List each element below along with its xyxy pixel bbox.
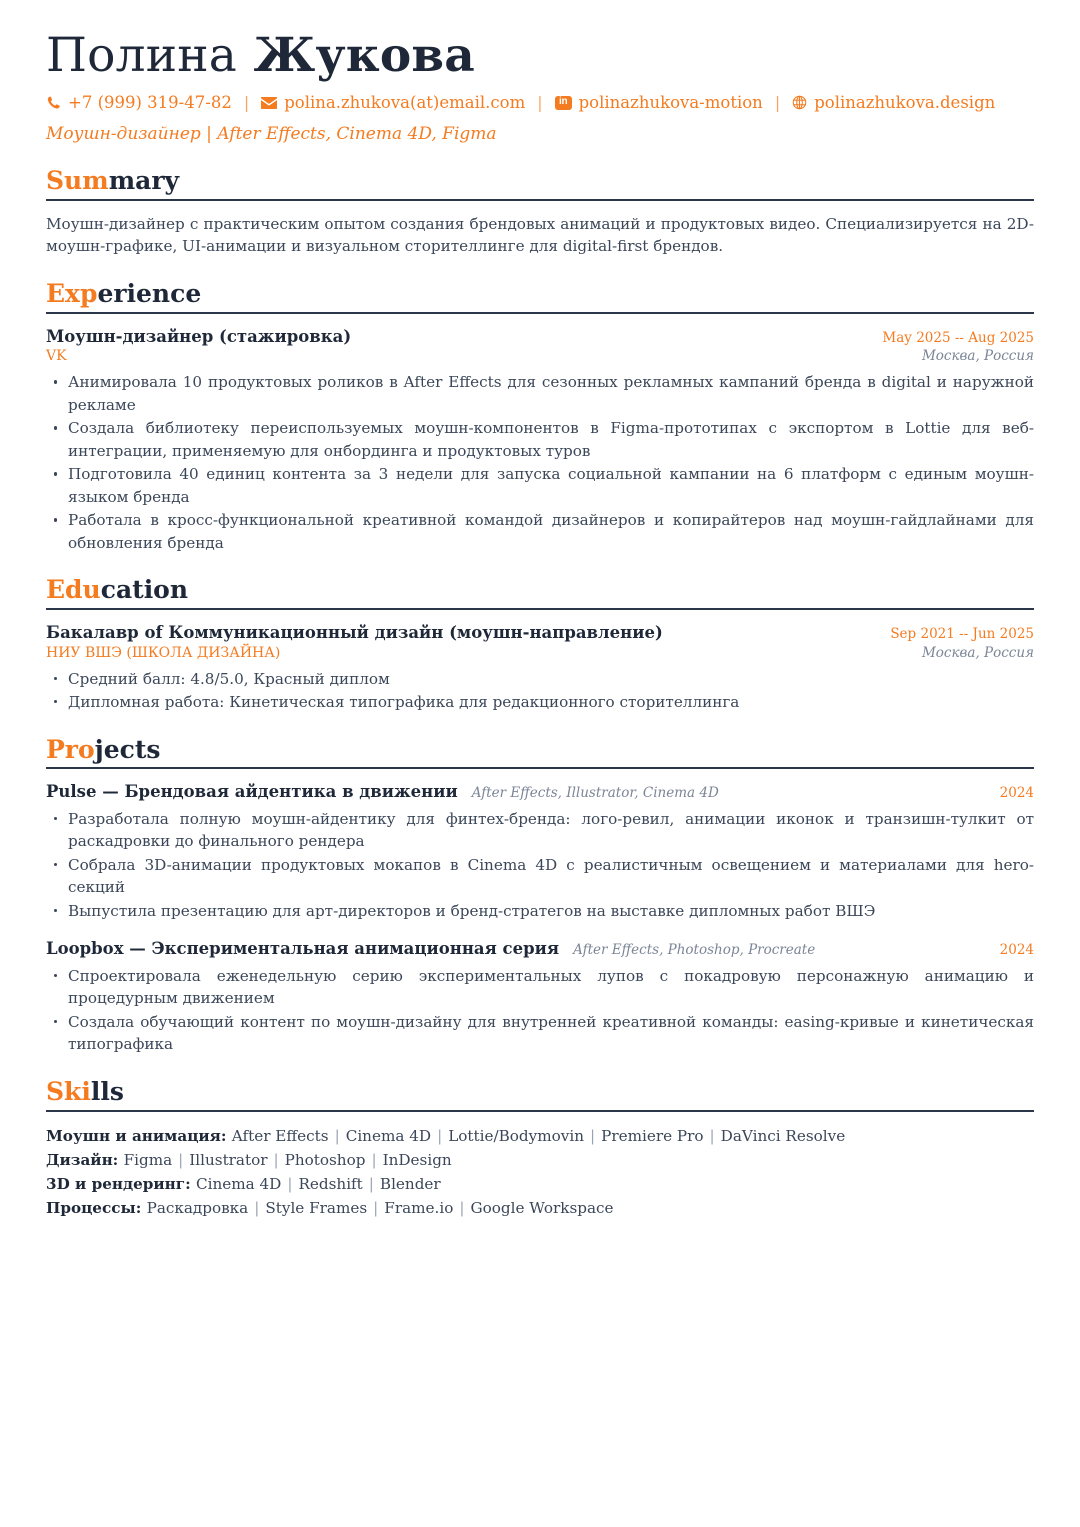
- section-summary: [46, 167, 1034, 258]
- phone-icon: [46, 95, 61, 110]
- project-entry: [46, 938, 1034, 1056]
- first-name: Полина: [46, 28, 238, 83]
- skill-item: After Effects: [231, 1126, 329, 1145]
- contact-website[interactable]: [792, 93, 995, 113]
- education-entry-subheader: [46, 644, 1034, 663]
- list-item: Подготовила 40 единиц контента за 3 недели для запуска социальной кампании на 6 платформ с единым моушн-языком бренда: [46, 463, 1034, 508]
- email-icon: [261, 97, 277, 109]
- project-year: 2024: [999, 942, 1034, 959]
- list-item: Создала библиотеку переиспользуемых моушн-компонентов в Figma-прототипах с экспортом в Lottie для веб-интеграции, применяемую для онбординга и продуктовых туров: [46, 417, 1034, 462]
- resume-header: [46, 30, 1034, 145]
- project-header: [46, 938, 1034, 960]
- heading-rest: erience: [97, 279, 202, 309]
- heading-rest: lls: [90, 1076, 124, 1106]
- section-divider: [46, 199, 1034, 201]
- last-name: Жукова: [253, 28, 475, 83]
- skill-item: Premiere Pro: [601, 1126, 704, 1145]
- skills-list: [46, 1124, 1034, 1220]
- list-item: Собрала 3D-анимации продуктовых мокапов в Cinema 4D с реалистичным освещением и материалами для hero-секций: [46, 854, 1034, 899]
- job-bullets: [46, 371, 1034, 554]
- skill-row: [46, 1172, 1034, 1196]
- experience-entry-header: [46, 326, 1034, 348]
- skill-separator: |: [709, 1126, 715, 1145]
- education-bullets: [46, 668, 1034, 714]
- section-heading-skills: [46, 1078, 1034, 1110]
- skill-item: InDesign: [382, 1150, 452, 1169]
- section-projects: [46, 736, 1034, 1056]
- skill-item: Photoshop: [284, 1150, 366, 1169]
- heading-rest: jects: [94, 734, 161, 764]
- skill-item: Style Frames: [265, 1198, 368, 1217]
- skill-separator: |: [178, 1150, 184, 1169]
- experience-entry: [46, 326, 1034, 554]
- skill-item: DaVinci Resolve: [720, 1126, 846, 1145]
- list-item: Средний балл: 4.8/5.0, Красный диплом: [46, 668, 1034, 691]
- section-heading-experience: [46, 280, 1034, 312]
- project-entry: [46, 781, 1034, 922]
- skill-separator: |: [273, 1150, 279, 1169]
- contact-email[interactable]: [261, 93, 525, 113]
- skill-separator: |: [368, 1174, 374, 1193]
- email-text: polina.zhukova(at)email.com: [284, 92, 526, 112]
- globe-icon: [792, 95, 807, 110]
- skill-item: Cinema 4D: [195, 1174, 282, 1193]
- contact-separator: |: [774, 92, 781, 112]
- skill-separator: |: [589, 1126, 596, 1145]
- tagline: Моушн-дизайнер | After Effects, Cinema 4D, Figma: [46, 124, 497, 145]
- education-location: Москва, Россия: [921, 644, 1034, 661]
- project-stack: After Effects, Illustrator, Cinema 4D: [471, 785, 719, 802]
- project-bullets: [46, 808, 1034, 923]
- skill-row: [46, 1148, 1034, 1172]
- skill-item: Раскадровка: [146, 1198, 249, 1217]
- heading-accent: Exp: [46, 279, 98, 309]
- linkedin-icon: in: [555, 96, 572, 110]
- contact-linkedin[interactable]: [555, 93, 763, 113]
- skill-item: Illustrator: [189, 1150, 268, 1169]
- project-header: [46, 781, 1034, 803]
- summary-text: Моушн-дизайнер с практическим опытом создания брендовых анимаций и продуктовых видео. Специализируется на 2D-моушн-графике, UI-анимации и визуальном сторителлинге для digital-first брендов.: [46, 214, 1034, 256]
- section-education: [46, 576, 1034, 713]
- skill-separator: |: [373, 1198, 379, 1217]
- section-divider: [46, 312, 1034, 314]
- list-item: Анимировала 10 продуктовых роликов в After Effects для сезонных рекламных кампаний бренда в digital и наружной рекламе: [46, 371, 1034, 416]
- skill-item: Blender: [379, 1174, 441, 1193]
- skill-row: [46, 1196, 1034, 1220]
- linkedin-text: polinazhukova-motion: [578, 92, 763, 112]
- job-dates: May 2025 -- Aug 2025: [882, 329, 1034, 346]
- section-heading-summary: [46, 167, 1034, 199]
- job-location: Москва, Россия: [921, 348, 1034, 365]
- degree-title: Бакалавр of Коммуникационный дизайн (моушн-направление): [46, 623, 663, 643]
- heading-accent: Edu: [46, 575, 101, 605]
- list-item: Выпустила презентацию для арт-директоров и бренд-стратегов на выставке дипломных работ ВШЭ: [46, 900, 1034, 923]
- skill-item: Figma: [123, 1150, 173, 1169]
- project-year: 2024: [999, 785, 1034, 802]
- project-name: Loopbox — Экспериментальная анимационная серия: [46, 939, 560, 959]
- skill-item: Redshift: [298, 1174, 363, 1193]
- skill-category-label: Моушн и анимация:: [46, 1126, 232, 1145]
- skill-separator: |: [287, 1174, 293, 1193]
- project-bullets: [46, 965, 1034, 1056]
- list-item: Работала в кросс-функциональной креативной командой дизайнеров и копирайтеров над моушн-гайдлайнами для обновления бренда: [46, 509, 1034, 554]
- heading-accent: Pro: [46, 734, 95, 764]
- heading-accent: Sum: [46, 165, 109, 195]
- experience-entry-subheader: [46, 347, 1034, 366]
- project-title-group: [46, 938, 815, 960]
- section-divider: [46, 608, 1034, 610]
- skill-separator: |: [254, 1198, 260, 1217]
- skill-category-label: Процессы:: [46, 1198, 147, 1217]
- section-divider: [46, 1110, 1034, 1112]
- education-dates: Sep 2021 -- Jun 2025: [890, 626, 1034, 643]
- list-item: Разработала полную моушн-айдентику для финтех-бренда: лого-ревил, анимации иконок и транзишн-тулкит от раскадровки до финального рендера: [46, 808, 1034, 853]
- contact-separator: |: [537, 92, 543, 112]
- skill-item: Google Workspace: [470, 1198, 614, 1217]
- list-item: Спроектировала еженедельную серию экспериментальных лупов с покадровую персонажную анимацию и процедурным движением: [46, 965, 1034, 1010]
- list-item: Дипломная работа: Кинетическая типографика для редакционного сторителлинга: [46, 691, 1034, 714]
- education-entry-header: [46, 622, 1034, 644]
- section-divider: [46, 767, 1034, 769]
- contact-line: [46, 93, 1034, 113]
- section-heading-projects: [46, 736, 1034, 768]
- institution-name: НИУ ВШЭ (ШКОЛА ДИЗАЙНА): [46, 644, 281, 661]
- skill-separator: |: [459, 1198, 465, 1217]
- section-skills: [46, 1078, 1034, 1220]
- skill-category-label: Дизайн:: [46, 1150, 124, 1169]
- company-name: VK: [46, 348, 67, 365]
- heading-rest: mary: [108, 165, 180, 195]
- job-title: Моушн-дизайнер (стажировка): [46, 326, 352, 346]
- section-experience: [46, 280, 1034, 554]
- skill-separator: |: [334, 1126, 340, 1145]
- phone-text: +7 (999) 319-47-82: [68, 92, 232, 112]
- skill-row: [46, 1124, 1034, 1148]
- website-text: polinazhukova.design: [814, 92, 996, 112]
- education-entry: [46, 622, 1034, 713]
- heading-rest: cation: [100, 575, 189, 605]
- project-title-group: [46, 781, 719, 803]
- heading-accent: Ski: [46, 1076, 91, 1106]
- project-name: Pulse — Брендовая айдентика в движении: [46, 782, 458, 802]
- section-heading-education: [46, 576, 1034, 608]
- skill-item: Cinema 4D: [345, 1126, 432, 1145]
- contact-phone[interactable]: [46, 93, 232, 113]
- skill-category-label: 3D и рендеринг:: [46, 1174, 196, 1193]
- skill-item: Lottie/Bodymovin: [448, 1126, 584, 1145]
- list-item: Создала обучающий контент по моушн-дизайну для внутренней креативной команды: easing-кривые и кинетическая типографика: [46, 1011, 1034, 1056]
- skill-separator: |: [371, 1150, 377, 1169]
- page-title: [46, 30, 1034, 83]
- contact-separator: |: [243, 92, 250, 112]
- skill-separator: |: [437, 1126, 443, 1145]
- skill-item: Frame.io: [384, 1198, 454, 1217]
- project-stack: After Effects, Photoshop, Procreate: [573, 942, 816, 959]
